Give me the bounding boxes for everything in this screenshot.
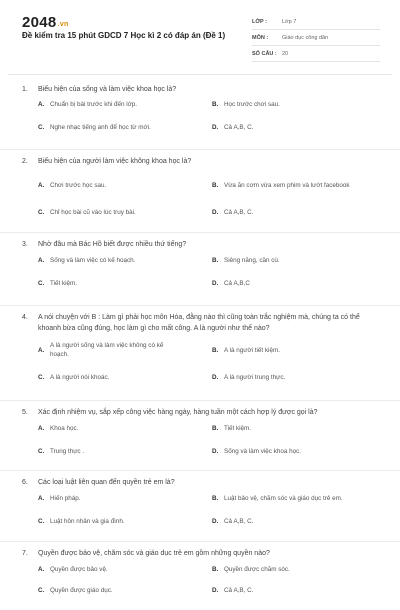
option-letter: D.: [212, 586, 219, 594]
question-number: 5.: [22, 409, 28, 416]
document-info-panel: [252, 14, 380, 62]
document-title: Đề kiểm tra 15 phút GDCD 7 Học kì 2 có đáp án (Đề 1): [22, 31, 226, 40]
option-text: Siêng năng, cần cù.: [224, 256, 280, 264]
option-letter: C.: [38, 447, 45, 455]
option-letter: A.: [38, 346, 45, 354]
option-text: Khoa học.: [50, 424, 79, 432]
question-number: 4.: [22, 314, 28, 321]
option-text: Nghe nhạc tiếng anh để học từ mới.: [50, 123, 151, 131]
option-b[interactable]: [212, 340, 382, 360]
question-header: [22, 401, 382, 418]
question-number: 7.: [22, 550, 28, 557]
option-letter: B.: [212, 256, 219, 264]
option-letter: C.: [38, 517, 45, 525]
option-text: Cả A,B, C.: [224, 517, 254, 525]
site-logo[interactable]: [22, 14, 69, 31]
option-d[interactable]: [212, 121, 382, 133]
option-text: Cả A,B, C.: [224, 208, 254, 216]
option-text: Quyền được giáo dục.: [50, 586, 113, 594]
question-text: Biểu hiện của người làm việc không khoa học là?: [38, 158, 192, 165]
info-row-subject: [252, 30, 380, 46]
logo-suffix: .vn: [57, 21, 69, 28]
option-letter: A.: [38, 494, 45, 502]
option-b[interactable]: [212, 563, 382, 575]
option-d[interactable]: [212, 206, 382, 218]
question-number: 3.: [22, 241, 28, 248]
option-text: Sống và làm việc khoa học.: [224, 447, 302, 455]
option-d[interactable]: [212, 371, 382, 383]
option-c[interactable]: [38, 445, 198, 457]
option-text: Chuẩn bị bài trước khi đến lớp.: [50, 100, 138, 108]
question-text: Quyền được bảo vệ, chăm sóc và giáo dục trẻ em gồm những quyền nào?: [38, 550, 270, 557]
option-letter: D.: [212, 123, 219, 131]
option-c[interactable]: [38, 584, 198, 596]
question-header: [22, 78, 382, 95]
option-letter: A.: [38, 181, 45, 189]
question-header: [22, 471, 382, 488]
option-letter: D.: [212, 279, 219, 287]
info-row-class: [252, 14, 380, 30]
question-text: Nhờ đâu mà Bác Hồ biết được nhiều thứ tiếng?: [38, 241, 187, 248]
option-text: Luật hôn nhân và gia đình.: [50, 517, 125, 525]
option-letter: C.: [38, 123, 45, 131]
option-c[interactable]: [38, 121, 198, 133]
option-text: Hiến pháp.: [50, 494, 81, 502]
info-value: Giáo dục công dân: [282, 34, 329, 41]
document-header: [0, 0, 400, 78]
option-letter: B.: [212, 346, 219, 354]
option-a[interactable]: [38, 422, 198, 434]
option-d[interactable]: [212, 445, 382, 457]
option-text: Vừa ăn cơm vừa xem phim và lướt facebook: [224, 181, 350, 189]
option-d[interactable]: [212, 277, 382, 289]
question-text: Các loại luật liên quan đến quyền trẻ em là?: [38, 479, 175, 486]
option-letter: D.: [212, 447, 219, 455]
info-row-question-count: [252, 46, 380, 62]
option-d[interactable]: [212, 584, 382, 596]
question-item: [0, 233, 400, 306]
question-item: [0, 401, 400, 471]
option-letter: C.: [38, 208, 45, 216]
option-a[interactable]: [38, 175, 198, 195]
info-label: MÔN :: [252, 34, 269, 41]
option-a[interactable]: [38, 254, 198, 266]
info-label: SỐ CÂU :: [252, 50, 277, 57]
option-text: Cả A,B, C.: [224, 586, 254, 594]
option-c[interactable]: [38, 206, 198, 218]
option-text: Chơi trước học sau.: [50, 181, 107, 189]
option-b[interactable]: [212, 98, 382, 110]
option-letter: D.: [212, 373, 219, 381]
option-letter: D.: [212, 517, 219, 525]
option-text: A là người trung thực.: [224, 373, 286, 381]
option-letter: B.: [212, 424, 219, 432]
option-letter: B.: [212, 100, 219, 108]
option-a[interactable]: [38, 492, 198, 504]
option-letter: A.: [38, 256, 45, 264]
option-text: Trung thực .: [50, 447, 85, 455]
question-number: 6.: [22, 479, 28, 486]
option-text: Tiết kiệm.: [50, 279, 78, 287]
option-a[interactable]: [38, 98, 198, 110]
option-letter: A.: [38, 100, 45, 108]
option-c[interactable]: [38, 371, 198, 383]
info-value: Lớp 7: [282, 18, 297, 25]
option-a[interactable]: [38, 340, 198, 360]
option-text: Cả A,B, C.: [224, 123, 254, 131]
option-letter: C.: [38, 279, 45, 287]
option-text: A là người sống và làm việc không có kế hoạch.: [50, 342, 164, 358]
option-c[interactable]: [38, 515, 198, 527]
option-letter: B.: [212, 181, 219, 189]
option-c[interactable]: [38, 277, 198, 289]
question-item: [0, 78, 400, 150]
option-text: Quyền được chăm sóc.: [224, 565, 290, 573]
option-text: Tiết kiệm.: [224, 424, 252, 432]
option-a[interactable]: [38, 563, 198, 575]
question-header: [22, 150, 382, 167]
option-text: Chỉ học bài cũ vào lúc truy bài.: [50, 208, 136, 216]
option-letter: B.: [212, 565, 219, 573]
question-number: 1.: [22, 86, 28, 93]
option-text: A là người nói khoác.: [50, 373, 110, 381]
question-item: [0, 471, 400, 542]
info-value: 20: [282, 50, 289, 57]
option-b[interactable]: [212, 422, 382, 434]
question-item: [0, 150, 400, 233]
question-header: [22, 542, 382, 559]
option-b[interactable]: [212, 254, 382, 266]
option-letter: C.: [38, 373, 45, 381]
info-label: LỚP :: [252, 18, 267, 25]
header-divider: [8, 74, 392, 75]
question-text: A nói chuyện với B : Làm gì phải học môn Hóa, đằng nào thì cũng toàn trắc nghiệm mà, chúng ta có thể khoanh bừa cũng đúng, học làm gì cho mất công. A là người như thế nào?: [38, 314, 360, 332]
option-text: Cả A,B,C: [224, 279, 250, 287]
option-letter: C.: [38, 586, 45, 594]
question-number: 2.: [22, 158, 28, 165]
option-letter: A.: [38, 424, 45, 432]
option-text: A là người tiết kiệm.: [224, 346, 280, 354]
option-text: Quyền được bảo vệ.: [50, 565, 108, 573]
question-item: [0, 306, 400, 401]
question-text: Biểu hiện của sống và làm việc khoa học là?: [38, 86, 177, 93]
question-text: Xác định nhiệm vụ, sắp xếp công việc hàng ngày, hàng tuần một cách hợp lý được gọi là?: [38, 409, 318, 416]
option-text: Sống và làm việc có kế hoạch.: [50, 256, 136, 264]
logo-text: 2048: [22, 14, 57, 31]
option-letter: D.: [212, 208, 219, 216]
option-letter: B.: [212, 494, 219, 502]
question-header: [22, 306, 382, 334]
option-letter: A.: [38, 565, 45, 573]
option-text: Luật bảo vệ, chăm sóc và giáo dục trẻ em.: [224, 494, 343, 502]
option-b[interactable]: [212, 175, 382, 195]
option-b[interactable]: [212, 492, 382, 504]
question-header: [22, 233, 382, 250]
option-text: Học trước chơi sau.: [224, 100, 280, 108]
question-list: [0, 78, 400, 610]
option-d[interactable]: [212, 515, 382, 527]
